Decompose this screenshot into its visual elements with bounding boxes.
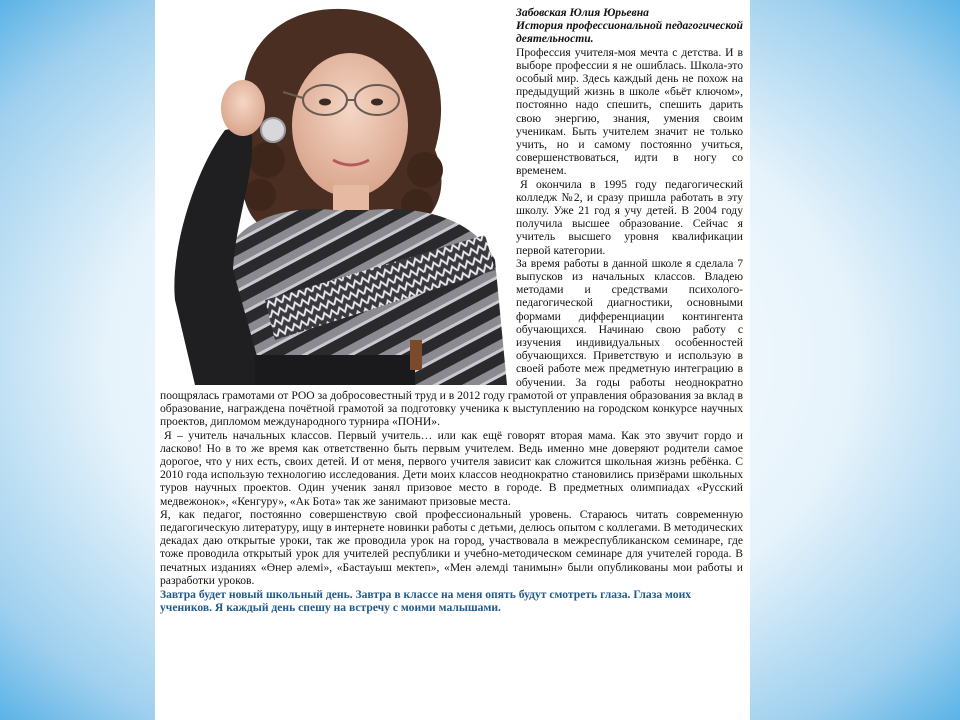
paragraph: Я окончила в 1995 году педагогический колледж №2, и сразу пришла работать в эту школу. Уже 21 год я учу детей. В 2004 году получила высшее образование. Сейчас я учитель высшего уровня квалификации первой категории. bbox=[516, 177, 743, 257]
teacher-name: Забовская Юлия Юрьевна bbox=[516, 6, 649, 19]
paragraph: Я – учитель начальных классов. Первый учитель… или как ещё говорят вторая мама. Как это звучит гордо и ласково! Но в то же время как ответственно быть первым учителем. Ведь именно мне доверяют родители самое дорогое, что у них есть, своих детей. И от меня, первого учителя зависит как сложится школьная жизнь ребёнка. С 2010 года использую технологию исследования. Дети моих классов неоднократно становились призёрами школьных туров научных проектов. Один ученик занял призовое место в городе. В предметных олимпиадах «Русский медвежонок», «Кенгуру», «Ак Бота» так же занимают призовые места. bbox=[160, 428, 743, 508]
biography-text bbox=[160, 6, 743, 614]
paragraph: За время работы в данной школе я сделала 7 выпусков из начальных классов. Владею методами и средствами психолого-педагогической диагностики, основными формами дифференциации контингента обучающихся. Начинаю свою работу с изучения индивидуальных особенностей обучающихся. Приветствую и использую в своей работе меж предметную интеграцию в обучении. За годы работы неоднократно поощрялась грамотами от РОО за добросовестный труд и в 2012 году грамотой от управления образования за вклад в образование, награждена почётной грамотой за подготовку ученика к выступлению на городском конкурсе научных проектов, дипломом международного турнира «ПОНИ». bbox=[160, 256, 743, 429]
closing-statement: Завтра будет новый школьный день. Завтра в классе на меня опять будут смотреть глаза. Глаза моих учеников. Я каждый день спешу на встречу с моими малышами. bbox=[160, 587, 692, 615]
section-heading: История профессиональной педагогической деятельности. bbox=[516, 19, 743, 46]
slide-card bbox=[155, 0, 750, 720]
paragraph: Я, как педагог, постоянно совершенствую свой профессиональный уровень. Стараюсь читать современную педагогическую литературу, ищу в интернете новинки работы с детьми, делюсь опытом с коллегами. В методических декадах даю открытые уроки, так же проводила урок на город, участвовала в межреспубликанском семинаре, где тоже проводила открытый урок для учителей республики и учебно-методическом семинаре для учителей города. В печатных изданиях «Өнер әлемі», «Бастауыш мектеп», «Мен әлемді танимын» были опубликованы мои работы и разработки уроков. bbox=[160, 507, 743, 587]
photo-spacer bbox=[160, 6, 516, 378]
paragraph: Профессия учителя-моя мечта с детства. И в выборе профессии я не ошиблась. Школа-это особый мир. Здесь каждый день не похож на предыдущий жизнь в школе «бьёт ключом», постоянно надо спешить, спешить дарить свою энергию, знания, умения своим ученикам. Быть учителем значит не только учить, но и самому постоянно учиться, совершенствоваться, идти в ногу со временем. bbox=[516, 45, 743, 178]
